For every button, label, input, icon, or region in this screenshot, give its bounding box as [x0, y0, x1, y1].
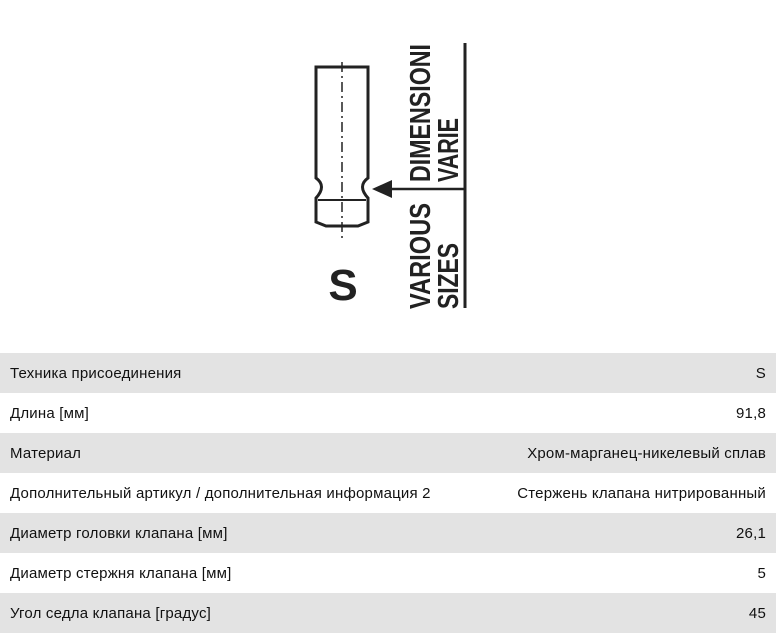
spec-label: Длина [мм]: [0, 393, 482, 433]
spec-value: Стержень клапана нитрированный: [482, 473, 776, 513]
label-sizes: SIZES: [433, 225, 465, 309]
table-row: [0, 433, 776, 473]
spec-value: 45: [482, 593, 776, 633]
spec-label: Материал: [0, 433, 482, 473]
spec-label: Диаметр стержня клапана [мм]: [0, 553, 482, 593]
spec-value: 26,1: [482, 513, 776, 553]
table-row: [0, 393, 776, 433]
spec-label: Диаметр головки клапана [мм]: [0, 513, 482, 553]
spec-value: Хром-марганец-никелевый сплав: [482, 433, 776, 473]
spec-value: 5: [482, 553, 776, 593]
spec-label: Техника присоединения: [0, 353, 482, 393]
spec-value: S: [482, 353, 776, 393]
table-row: [0, 473, 776, 513]
table-row: [0, 593, 776, 633]
type-letter: S: [328, 261, 358, 310]
label-various: VARIOUS: [405, 179, 437, 309]
label-varie: VARIE: [433, 95, 465, 182]
spec-label: Дополнительный артикул / дополнительная информация 2: [0, 473, 482, 513]
spec-value: 91,8: [482, 393, 776, 433]
spec-label: Угол седла клапана [градус]: [0, 593, 482, 633]
table-row: [0, 353, 776, 393]
valve-stem-drawing: [316, 62, 368, 242]
label-dimensioni: DIMENSIONI: [405, 9, 437, 182]
table-row: [0, 553, 776, 593]
dimension-arrow-head: [372, 180, 392, 198]
spec-table: [0, 353, 776, 633]
table-row: [0, 513, 776, 553]
